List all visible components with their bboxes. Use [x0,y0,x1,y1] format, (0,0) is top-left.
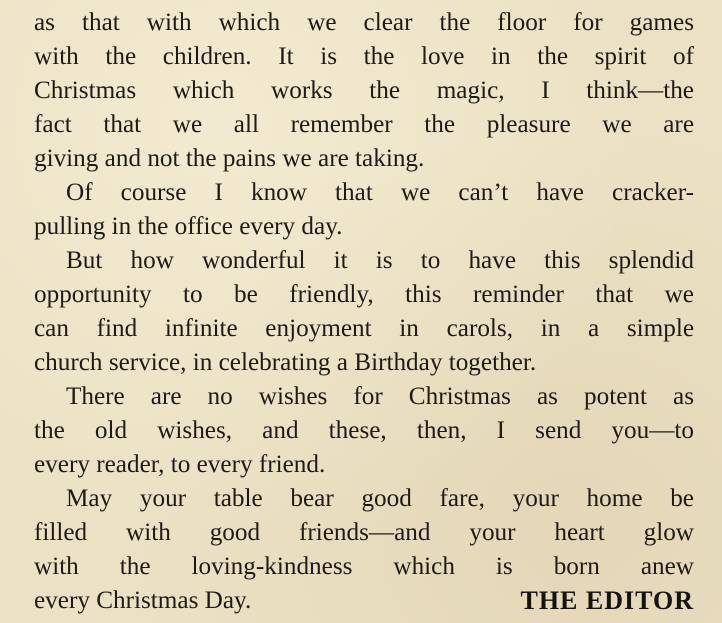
text-line: every Christmas Day. [34,587,252,614]
text-line: with the loving-kindness which is born anew [34,553,694,580]
text-line: filled with good friends—and your heart glow [34,519,694,546]
text-line: giving and not the pains we are taking. [34,145,425,172]
text-line: fact that we all remember the pleasure we are [34,111,694,138]
text-line: can find infinite enjoyment in carols, in a simple [34,315,694,342]
text-line: the old wishes, and these, then, I send you—to [34,417,694,444]
editor-signature: THE EDITOR [520,586,694,615]
text-line: opportunity to be friendly, this reminder that we [34,281,694,308]
text-line: as that with which we clear the floor for games [34,9,694,36]
text-line: pulling in the office every day. [34,213,343,240]
text-line: Of course I know that we can’t have cracker- [66,179,694,206]
text-line: May your table bear good fare, your home be [66,485,694,512]
text-line: every reader, to every friend. [34,451,326,478]
text-line: But how wonderful it is to have this splendid [66,247,694,274]
closing-line [34,584,694,618]
text-line: church service, in celebrating a Birthday together. [34,349,537,376]
editorial-text [34,6,694,618]
text-line: with the children. It is the love in the spirit of [34,43,694,70]
text-line: There are no wishes for Christmas as potent as [66,383,694,410]
text-line: Christmas which works the magic, I think—the [34,77,694,104]
